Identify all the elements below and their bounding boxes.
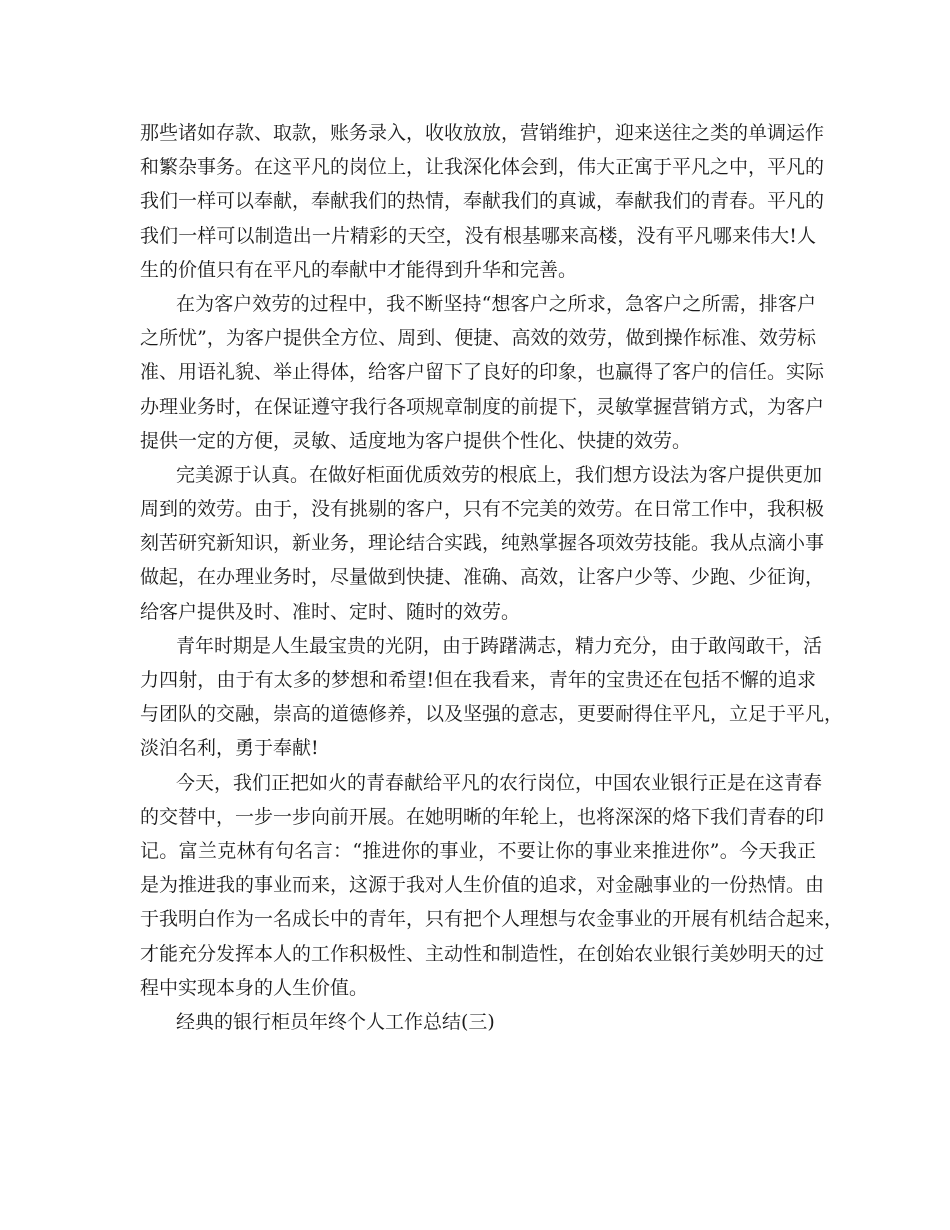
text-line: 办理业务时，在保证遵守我行各项规章制度的前提下，灵敏掌握营销方式，为客户 [140,395,825,418]
text-line: 我们一样可以奉献，奉献我们的热情，奉献我们的真诚，奉献我们的青春。平凡的 [140,190,825,213]
text-line: 才能充分发挥本人的工作积极性、主动性和制造性，在创始农业银行美妙明天的过 [140,942,825,965]
text-line: 准、用语礼貌、举止得体，给客户留下了良好的印象，也赢得了客户的信任。实际 [140,361,825,384]
text-line: 完美源于认真。在做好柜面优质效劳的根底上，我们想方设法为客户提供更加 [176,463,823,486]
text-line: 和繁杂事务。在这平凡的岗位上，让我深化体会到，伟大正寓于平凡之中，平凡的 [140,156,825,179]
document-body [140,116,844,1039]
text-line: 力四射，由于有太多的梦想和希望!但在我看来，青年的宝贵还在包括不懈的追求 [140,669,816,691]
text-line: 是为推进我的事业而来，这源于我对人生价值的追求，对金融事业的一份热情。由 [140,874,825,897]
text-line: 今天，我们正把如火的青春献给平凡的农行岗位，中国农业银行正是在这青春 [176,771,823,794]
text-line: 经典的银行柜员年终个人工作总结(三) [176,1010,495,1033]
text-line: 于我明白作为一名成长中的青年，只有把个人理想与农金事业的开展有机结合起来， [140,908,844,931]
text-line: 记。富兰克林有句名言：“推进你的事业，不要让你的事业来推进你”。今天我正 [140,839,816,862]
text-line: 周到的效劳。由于，没有挑剔的客户，只有不完美的效劳。在日常工作中，我积极 [140,498,825,521]
text-line: 生的价值只有在平凡的奉献中才能得到升华和完善。 [140,258,578,281]
text-line: 给客户提供及时、准时、定时、随时的效劳。 [140,600,521,623]
text-line: 做起，在办理业务时，尽量做到快捷、准确、高效，让客户少等、少跑、少征询， [140,566,825,589]
text-line: 提供一定的方便，灵敏、适度地为客户提供个性化、快捷的效劳。 [140,429,692,452]
text-line: 那些诸如存款、取款，账务录入，收收放放，营销维护，迎来送往之类的单调运作 [140,122,825,144]
text-line: 青年时期是人生最宝贵的光阴，由于踌躇满志，精力充分，由于敢闯敢干，活 [176,634,823,657]
text-line: 的交替中，一步一步向前开展。在她明晰的年轮上，也将深深的烙下我们青春的印 [140,805,825,828]
text-line: 与团队的交融，崇高的道德修养，以及坚强的意志，更要耐得住平凡，立足于平凡， [140,703,844,726]
text-line: 淡泊名利，勇于奉献! [140,737,319,760]
text-line: 我们一样可以制造出一片精彩的天空，没有根基哪来高楼，没有平凡哪来伟大!人 [140,224,816,247]
text-line: 在为客户效劳的过程中，我不断坚持“想客户之所求，急客户之所需，排客户 [176,292,816,315]
text-line: 之所忧”，为客户提供全方位、周到、便捷、高效的效劳，做到操作标准、效劳标 [140,327,816,350]
text-line: 程中实现本身的人生价值。 [140,976,369,999]
text-line: 刻苦研究新知识，新业务，理论结合实践，纯熟掌握各项效劳技能。我从点滴小事 [140,532,825,555]
